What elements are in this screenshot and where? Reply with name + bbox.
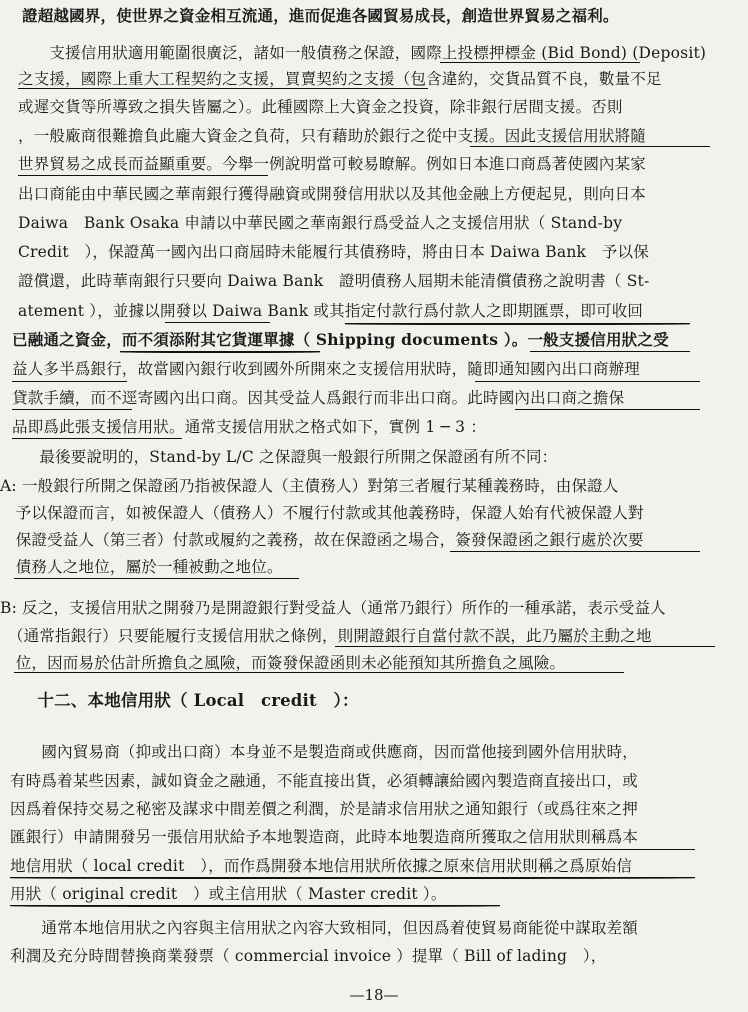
handwritten-underline — [335, 646, 715, 647]
text-line-9: Credit ），保證萬一國內出口商屆時未能履行其債務時，將由日本 Daiwa Bank 予以保 — [18, 243, 649, 261]
text-line-1: 證超越國界，使世界之資金相互流通，進而促進各國貿易成長，創造世界貿易之福利。 — [22, 6, 619, 25]
text-line-20: 債務人之地位，屬於一種被動之地位。 — [0, 558, 283, 576]
text-line-17: A: 一般銀行所開之保證函乃指被保證人（主債務人）對第三者履行某種義務時，由保證人 — [0, 477, 619, 495]
text-line-23: 位，因而易於估計所擔負之風險，而簽發保證函則未必能預知其所擔負之風險。 — [0, 654, 566, 672]
text-line-31: 通常本地信用狀之內容與主信用狀之內容大致相同，但因爲着使貿易商能從中謀取差額 — [10, 919, 639, 937]
text-line-29: 地信用狀（ local credit ），而作爲開發本地信用狀所依據之原來信用狀則稱之爲原始信 — [10, 857, 633, 875]
handwritten-underline — [120, 351, 320, 353]
text-line-16: 最後要說明的，Stand-by L/C 之保證與一般銀行所開之保證函有所不同： — [8, 448, 558, 466]
text-line-4: 或遲交貨等所導致之損失皆屬之）。此種國際上大資金之投資，除非銀行居間支援。否則 — [18, 98, 623, 116]
text-line-15: 品即爲此張支援信用狀。通常支援信用狀之格式如下，實例 1 ─ 3 ： — [12, 418, 487, 436]
text-line-2: 支援信用狀適用範圍很廣泛，諸如一般債務之保證，國際上投標押標金 (Bid Bond) (Deposit) — [18, 44, 707, 62]
text-line-11: atement ），並據以開發以 Daiwa Bank 或其指定付款行爲付款人之即期匯票，即可收回 — [18, 302, 644, 320]
text-line-7: 出口商能由中華民國之華南銀行獲得融資或開發信用狀以及其他金融上方便起見，則向日本 — [18, 185, 647, 203]
handwritten-underline — [530, 351, 690, 352]
handwritten-underline — [165, 322, 270, 323]
text-line-12: 已融通之資金，而不須添附其它貨運單據（ Shipping documents ）。一般支援信用狀之受 — [12, 330, 669, 349]
handwritten-underline — [12, 409, 132, 410]
handwritten-underline — [14, 672, 624, 673]
handwritten-underline — [410, 849, 695, 850]
text-line-30: 用狀（ original credit ）或主信用狀（ Master credit ）。 — [10, 885, 447, 903]
text-line-27: 因爲着保持交易之秘密及謀求中間差價之利潤，於是請求信用狀之通知銀行（或爲往來之押 — [10, 800, 639, 818]
text-line-22: （通常指銀行）只要能履行支援信用狀之條例，則開證銀行自當付款不誤，此乃屬於主動之地 — [0, 627, 652, 645]
handwritten-underline — [10, 877, 695, 879]
text-line-26: 有時爲着某些因素，誠如資金之融通，不能直接出貨，必須轉讓給國內製造商直接出口，或 — [10, 772, 639, 790]
text-line-3: 之支援，國際上重大工程契約之支援，買賣契約之支援（包含違約，交貨品質不良，數量不足 — [18, 70, 662, 88]
handwritten-underline — [450, 551, 700, 552]
text-line-19: 保證受益人（第三者）付款或履約之義務，故在保證函之場合，簽發保證函之銀行處於次要 — [0, 531, 644, 549]
text-line-8: Daiwa Bank Osaka 申請以中華民國之華南銀行爲受益人之支援信用狀（ Stand-by — [18, 214, 623, 232]
text-line-32: 利潤及充分時間替換商業發票（ commercial invoice ）提單（ Bill of lading ）， — [10, 947, 607, 965]
text-line-18: 予以保證而言，如被保證人（債務人）不履行付款或其他義務時，保證人始有代被保證人對 — [0, 504, 644, 522]
text-line-6: 世界貿易之成長而益顯重要。今舉一例說明當可較易瞭解。例如日本進口商爲著使國內某家 — [18, 155, 647, 173]
handwritten-underline — [10, 905, 500, 907]
text-line-13: 益人多半爲銀行，故當國內銀行收到國外所開來之支援信用狀時，隨即通知國內出口商辦理 — [12, 360, 641, 378]
text-line-10: 證償還，此時華南銀行只要向 Daiwa Bank 證明債務人屆期未能清償債務之說明書（ St- — [18, 272, 650, 290]
text-line-14: 貸款手續，而不逕寄國內出口商。因其受益人爲銀行而非出口商。此時國內出口商之擔保 — [12, 389, 625, 407]
text-line-25: 國內貿易商（抑或出口商）本身並不是製造商或供應商，因而當他接到國外信用狀時， — [10, 743, 639, 761]
handwritten-underline — [12, 438, 182, 439]
text-line-28: 匯銀行）申請開發另一張信用狀給予本地製造商，此時本地製造商所獲取之信用狀則稱爲本 — [10, 828, 639, 846]
handwritten-underline — [515, 409, 700, 410]
handwritten-underline — [470, 146, 710, 147]
handwritten-underline — [345, 323, 690, 325]
text-line-5: ，一般廠商很難擔負此龐大資金之負荷，只有藉助於銀行之從中支援。因此支援信用狀將隨 — [18, 127, 647, 145]
handwritten-underline — [14, 578, 299, 579]
page-number: —18— — [349, 986, 399, 1004]
section-heading-local-credit: 十二、本地信用狀（ Local credit ）： — [4, 691, 359, 710]
handwritten-underline — [475, 381, 700, 382]
handwritten-underline — [18, 88, 428, 89]
handwritten-underline — [12, 381, 127, 382]
text-line-21: B: 反之，支援信用狀之開發乃是開證銀行對受益人（通常乃銀行）所作的一種承諾，表示受益人 — [0, 599, 666, 617]
handwritten-underline — [18, 175, 268, 176]
handwritten-underline — [440, 62, 640, 63]
